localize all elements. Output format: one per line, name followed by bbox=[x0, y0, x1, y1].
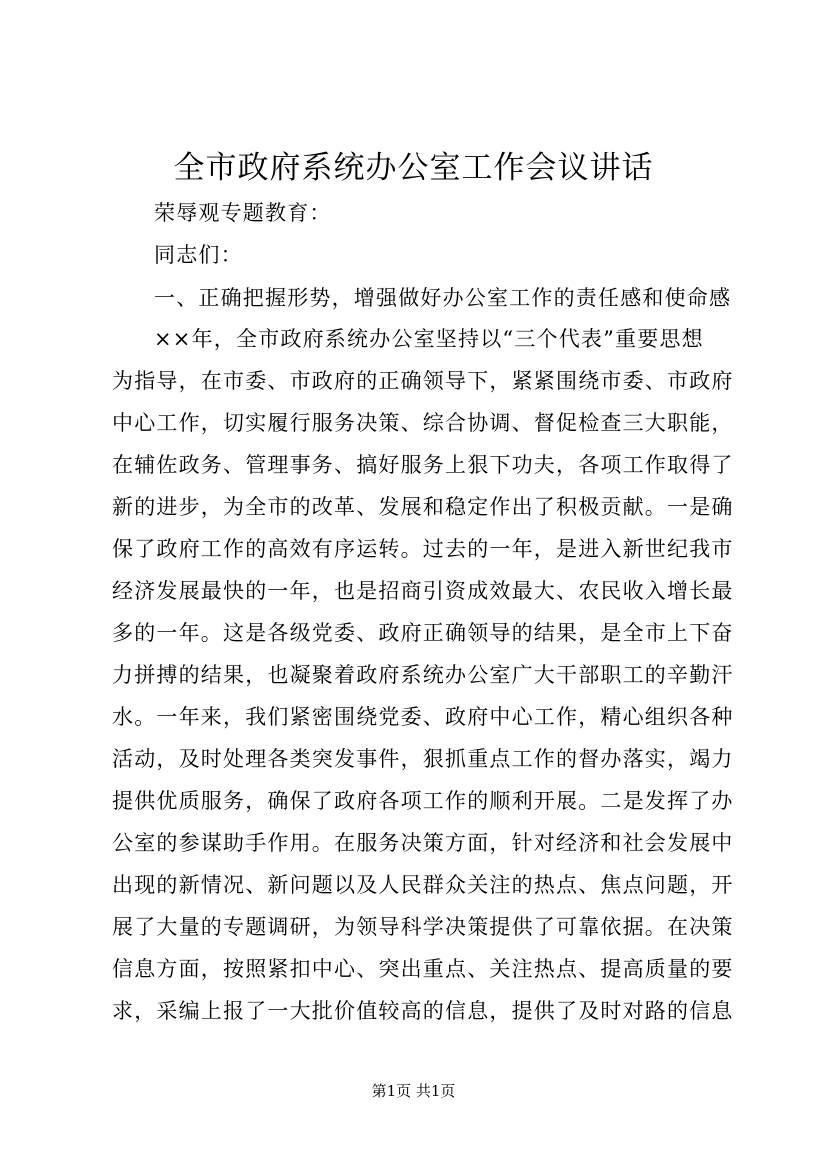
body-line: 新的进步，为全市的改革、发展和稳定作出了积极贡献。一是确 bbox=[112, 495, 734, 519]
body-line: 求，采编上报了一大批价值较高的信息，提供了及时对路的信息 bbox=[112, 999, 734, 1023]
body-line: 信息方面，按照紧扣中心、突出重点、关注热点、提高质量的要 bbox=[112, 957, 734, 981]
body-line: 力拼搏的结果，也凝聚着政府系统办公室广大干部职工的辛勤汗 bbox=[112, 663, 734, 687]
page-footer: 第1页 共1页 bbox=[371, 1082, 456, 1100]
body-line: 多的一年。这是各级党委、政府正确领导的结果，是全市上下奋 bbox=[112, 621, 734, 645]
document-title: 全市政府系统办公室工作会议讲话 bbox=[173, 150, 654, 186]
body-line: 出现的新情况、新问题以及人民群众关注的热点、焦点问题，开 bbox=[112, 873, 734, 897]
body-line: 中心工作，切实履行服务决策、综合协调、督促检查三大职能， bbox=[112, 411, 734, 435]
body-line: 经济发展最快的一年，也是招商引资成效最大、农民收入增长最 bbox=[112, 579, 734, 603]
body-line: 展了大量的专题调研，为领导科学决策提供了可靠依据。在决策 bbox=[112, 915, 734, 939]
body-line: 为指导，在市委、市政府的正确领导下，紧紧围绕市委、市政府 bbox=[112, 369, 734, 393]
subtitle: 荣辱观专题教育： bbox=[154, 201, 332, 225]
body-line: ××年，全市政府系统办公室坚持以“三个代表”重要思想 bbox=[154, 327, 704, 351]
section-heading: 一、正确把握形势，增强做好办公室工作的责任感和使命感 bbox=[154, 286, 732, 310]
salutation: 同志们： bbox=[154, 243, 243, 267]
body-line: 保了政府工作的高效有序运转。过去的一年，是进入新世纪我市 bbox=[112, 537, 734, 561]
body-line: 在辅佐政务、管理事务、搞好服务上狠下功夫，各项工作取得了 bbox=[112, 453, 734, 477]
body-line: 水。一年来，我们紧密围绕党委、政府中心工作，精心组织各种 bbox=[112, 705, 734, 729]
body-line: 提供优质服务，确保了政府各项工作的顺利开展。二是发挥了办 bbox=[112, 789, 734, 813]
body-line: 公室的参谋助手作用。在服务决策方面，针对经济和社会发展中 bbox=[112, 831, 734, 855]
body-line: 活动，及时处理各类突发事件，狠抓重点工作的督办落实，竭力 bbox=[112, 747, 734, 771]
